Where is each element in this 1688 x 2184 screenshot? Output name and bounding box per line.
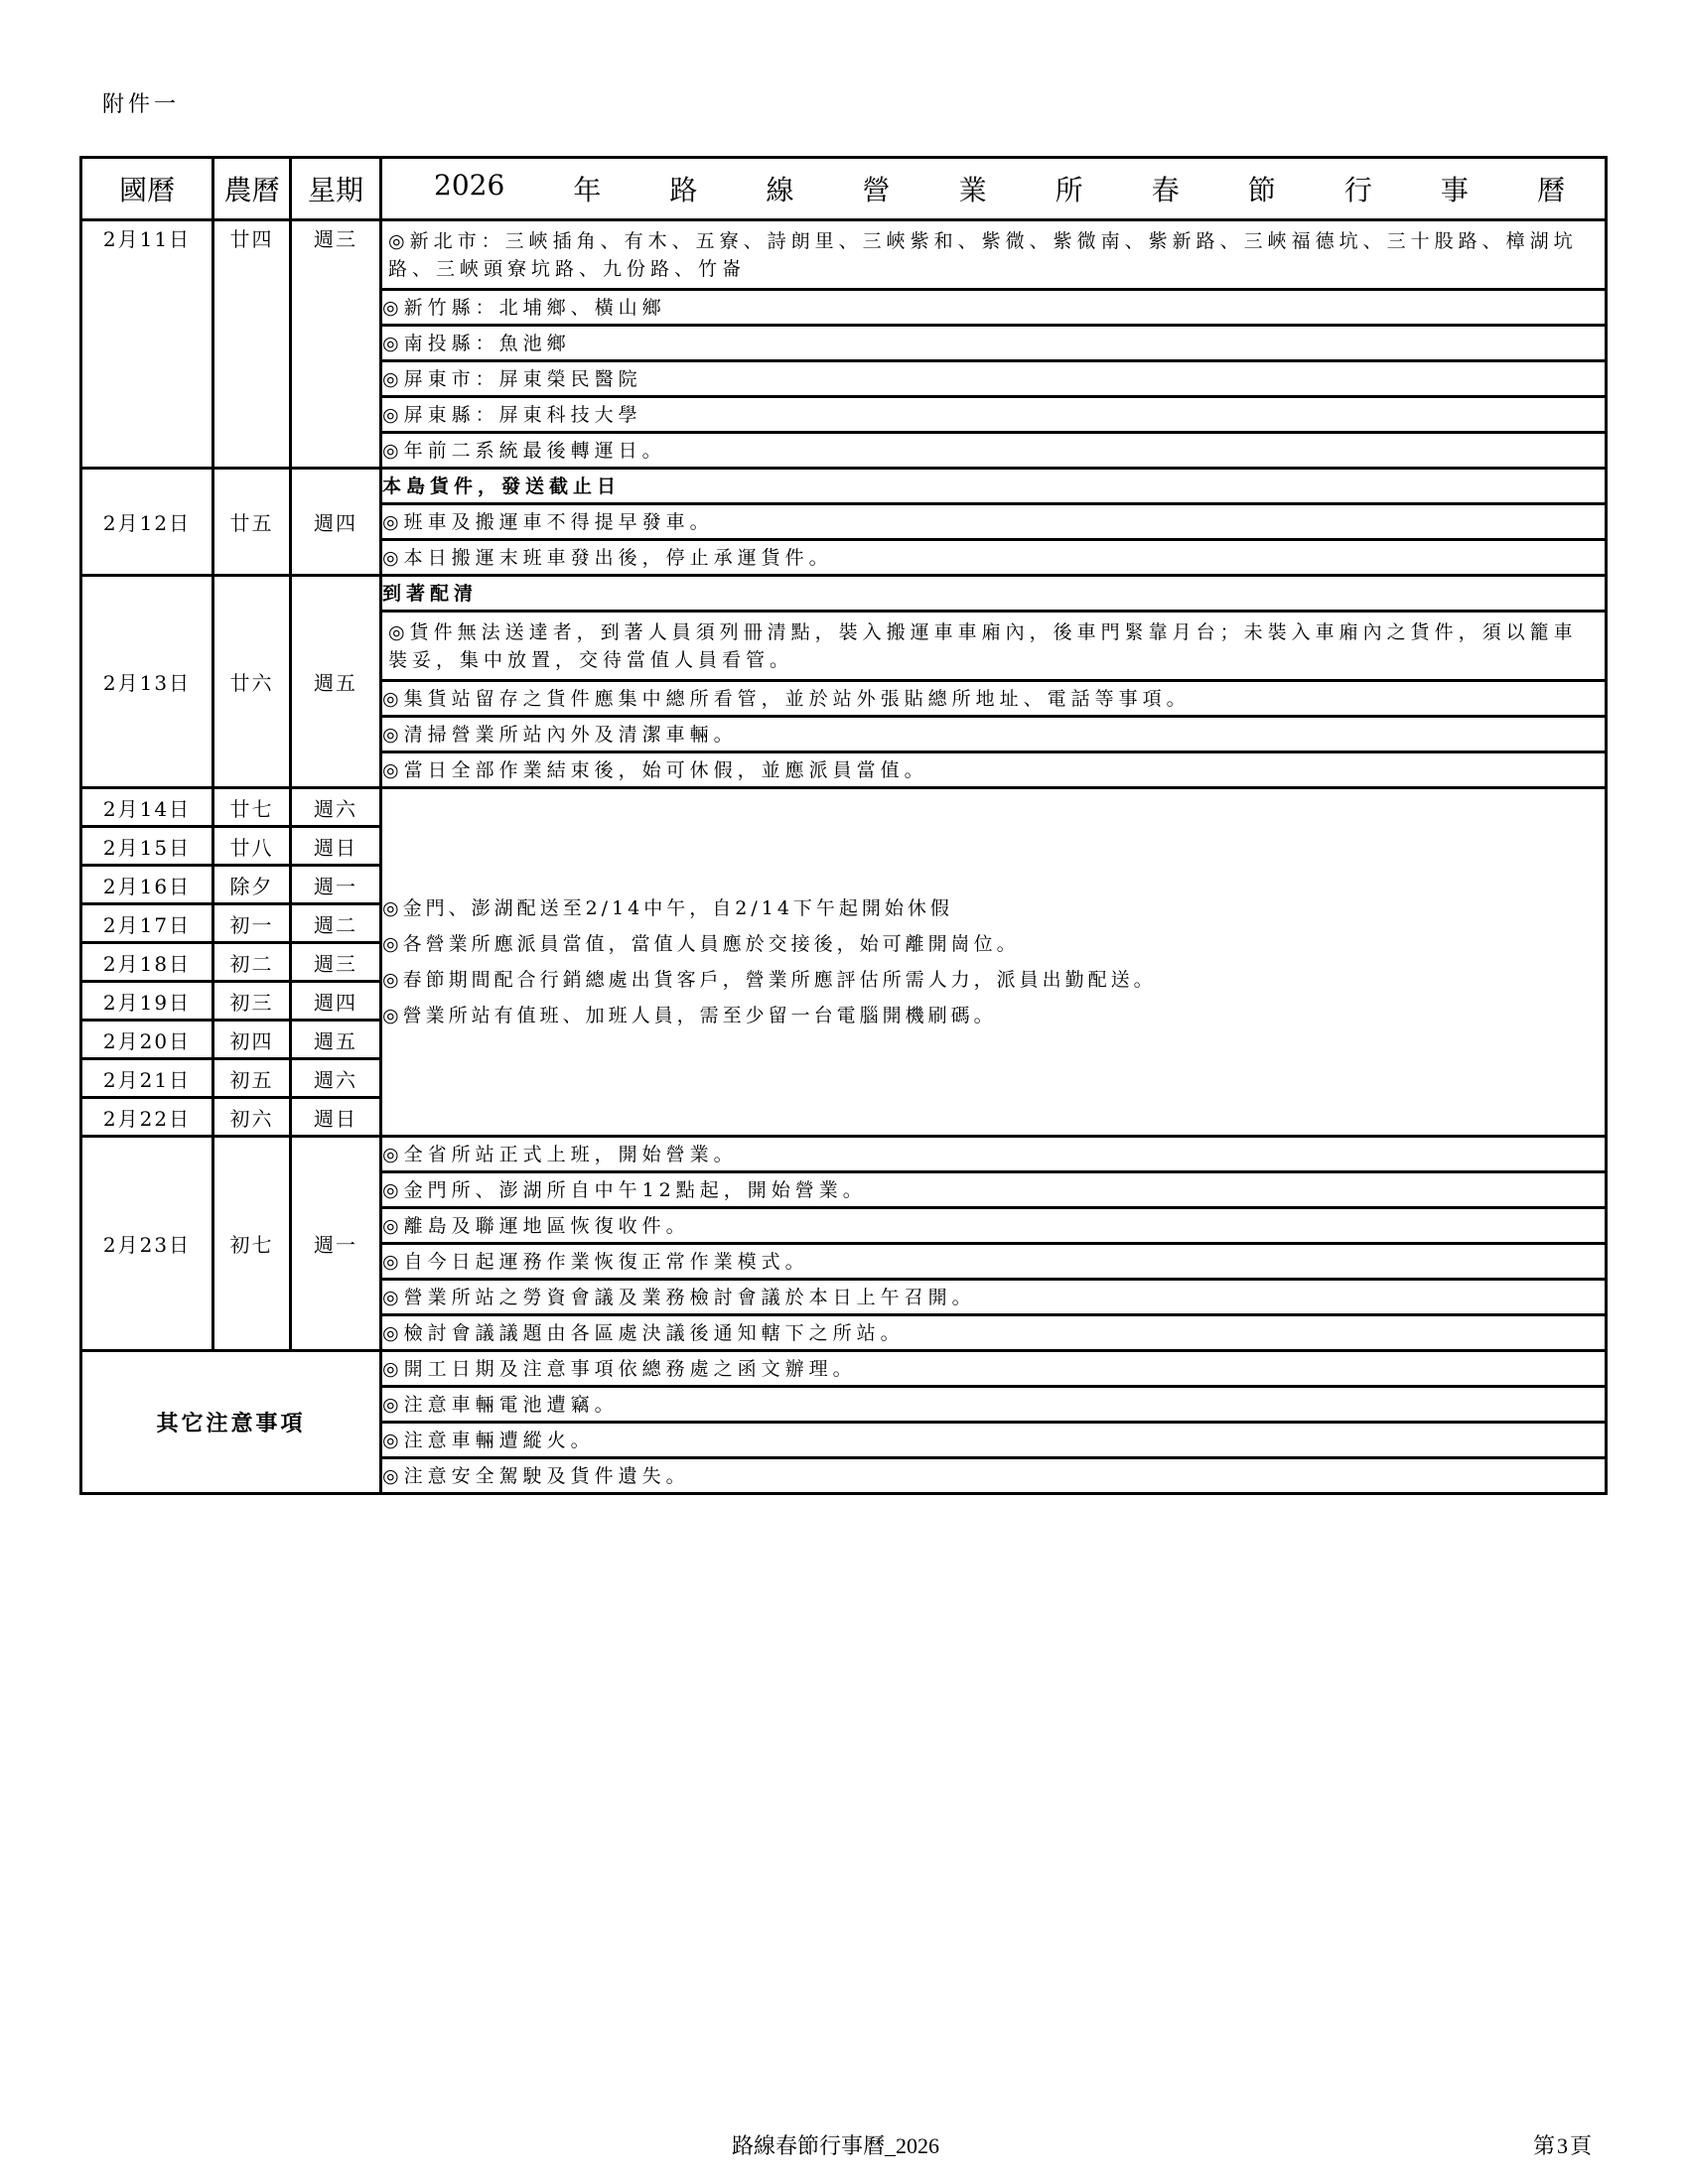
title-part: 曆 — [1536, 174, 1565, 206]
lunar-date-cell: 初二 — [213, 943, 291, 982]
event-item: ◎全省所站正式上班，開始營業。 — [381, 1137, 1607, 1172]
weekday-cell: 週日 — [291, 827, 381, 866]
weekday-cell: 週五 — [291, 576, 381, 788]
lunar-date-cell: 廿五 — [213, 469, 291, 576]
solar-date-cell: 2月23日 — [81, 1137, 213, 1351]
weekday-cell: 週二 — [291, 904, 381, 943]
event-heading: 本島貨件，發送截止日 — [381, 469, 1607, 504]
title-part: 所 — [1055, 174, 1083, 206]
title-part: 節 — [1247, 174, 1276, 206]
other-notes-label: 其它注意事項 — [81, 1351, 381, 1494]
table-row — [81, 220, 1607, 290]
header-solar-date: 國曆 — [81, 158, 213, 220]
event-item: ◎注意安全駕駛及貨件遺失。 — [381, 1458, 1607, 1494]
spring-festival-calendar-table — [79, 156, 1608, 1495]
table-row — [81, 1351, 1607, 1387]
event-item: ◎貨件無法送達者，到著人員須列冊清點，裝入搬運車車廂內，後車門緊靠月台；未裝入車廂內之貨件，須以籠車裝妥，集中放置，交待當值人員看管。 — [381, 612, 1607, 681]
title-part: 營 — [862, 174, 891, 206]
lunar-date-cell: 廿八 — [213, 827, 291, 866]
lunar-date-cell: 初四 — [213, 1021, 291, 1059]
solar-date-cell: 2月16日 — [81, 866, 213, 904]
event-item: ◎年前二系統最後轉運日。 — [381, 433, 1607, 469]
weekday-cell: 週六 — [291, 788, 381, 827]
lunar-date-cell: 初六 — [213, 1098, 291, 1137]
header-lunar-date: 農曆 — [213, 158, 291, 220]
lunar-date-cell: 廿四 — [213, 220, 291, 469]
event-item: ◎營業所站之勞資會議及業務檢討會議於本日上午召開。 — [381, 1280, 1607, 1315]
table-row — [81, 469, 1607, 504]
event-item: ◎開工日期及注意事項依總務處之函文辦理。 — [381, 1351, 1607, 1387]
table-row — [81, 788, 1607, 827]
lunar-date-cell: 初三 — [213, 982, 291, 1021]
event-item: ◎自今日起運務作業恢復正常作業模式。 — [381, 1244, 1607, 1280]
event-item: ◎當日全部作業結束後，始可休假，並應派員當值。 — [381, 752, 1607, 788]
holiday-notes — [381, 788, 1607, 1137]
lunar-date-cell: 廿六 — [213, 576, 291, 788]
lunar-date-cell: 廿七 — [213, 788, 291, 827]
table-row — [81, 576, 1607, 612]
event-item: ◎離島及聯運地區恢復收件。 — [381, 1208, 1607, 1244]
solar-date-cell: 2月17日 — [81, 904, 213, 943]
solar-date-cell: 2月21日 — [81, 1059, 213, 1098]
weekday-cell: 週一 — [291, 1137, 381, 1351]
event-item: ◎屏東市：屏東榮民醫院 — [381, 361, 1607, 397]
event-item: ◎清掃營業所站內外及清潔車輛。 — [381, 717, 1607, 752]
event-item: ◎注意車輛遭縱火。 — [381, 1423, 1607, 1458]
event-item: ◎注意車輛電池遭竊。 — [381, 1387, 1607, 1423]
solar-date-cell: 2月11日 — [81, 220, 213, 469]
header-row — [81, 158, 1607, 220]
event-item: ◎各營業所應派員當值，當值人員應於交接後，始可離開崗位。 — [382, 933, 1020, 955]
lunar-date-cell: 除夕 — [213, 866, 291, 904]
solar-date-cell: 2月19日 — [81, 982, 213, 1021]
event-item: ◎營業所站有值班、加班人員，需至少留一台電腦開機刷碼。 — [382, 1005, 997, 1026]
event-item: ◎屏東縣：屏東科技大學 — [381, 397, 1607, 433]
weekday-cell: 週四 — [291, 982, 381, 1021]
table-title — [381, 158, 1607, 220]
lunar-date-cell: 初一 — [213, 904, 291, 943]
lunar-date-cell: 初七 — [213, 1137, 291, 1351]
title-part: 春 — [1151, 174, 1180, 206]
solar-date-cell: 2月14日 — [81, 788, 213, 827]
footer-page-number: 第3頁 — [1533, 2133, 1595, 2158]
event-item: ◎檢討會議議題由各區處決議後通知轄下之所站。 — [381, 1315, 1607, 1351]
solar-date-cell: 2月15日 — [81, 827, 213, 866]
weekday-cell: 週日 — [291, 1098, 381, 1137]
solar-date-cell: 2月22日 — [81, 1098, 213, 1137]
event-item: ◎新竹縣：北埔鄉、橫山鄉 — [381, 290, 1607, 326]
weekday-cell: 週五 — [291, 1021, 381, 1059]
title-part: 年 — [573, 174, 602, 206]
solar-date-cell: 2月13日 — [81, 576, 213, 788]
weekday-cell: 週一 — [291, 866, 381, 904]
solar-date-cell: 2月18日 — [81, 943, 213, 982]
attachment-label: 附件一 — [102, 92, 181, 117]
title-part: 行 — [1343, 174, 1372, 206]
header-weekday: 星期 — [291, 158, 381, 220]
event-item: ◎春節期間配合行銷總處出貨客戶，營業所應評估所需人力，派員出勤配送。 — [382, 969, 1157, 991]
title-part: 事 — [1440, 174, 1469, 206]
solar-date-cell: 2月20日 — [81, 1021, 213, 1059]
weekday-cell: 週六 — [291, 1059, 381, 1098]
event-item: ◎新北市：三峽插角、有木、五寮、詩朗里、三峽紫和、紫微、紫微南、紫新路、三峽福德坑、三十股路、樟湖坑路、三峽頭寮坑路、九份路、竹崙 — [381, 220, 1607, 290]
event-item: ◎金門所、澎湖所自中午12點起，開始營業。 — [381, 1172, 1607, 1208]
weekday-cell: 週三 — [291, 943, 381, 982]
weekday-cell: 週四 — [291, 469, 381, 576]
footer-document-title: 路線春節行事曆_2026 — [732, 2133, 940, 2158]
event-item: ◎本日搬運末班車發出後，停止承運貨件。 — [381, 540, 1607, 576]
title-part: 線 — [766, 174, 794, 206]
event-heading: 到著配清 — [381, 576, 1607, 612]
title-part: 業 — [958, 174, 987, 206]
event-item: ◎集貨站留存之貨件應集中總所看管，並於站外張貼總所地址、電話等事項。 — [381, 681, 1607, 717]
event-item: ◎班車及搬運車不得提早發車。 — [381, 504, 1607, 540]
solar-date-cell: 2月12日 — [81, 469, 213, 576]
title-part: 路 — [669, 174, 698, 206]
title-part: 2026 — [434, 169, 505, 202]
event-item: ◎南投縣：魚池鄉 — [381, 326, 1607, 361]
table-row — [81, 1137, 1607, 1172]
lunar-date-cell: 初五 — [213, 1059, 291, 1098]
event-item: ◎金門、澎湖配送至2/14中午，自2/14下午起開始休假 — [382, 897, 953, 919]
weekday-cell: 週三 — [291, 220, 381, 469]
